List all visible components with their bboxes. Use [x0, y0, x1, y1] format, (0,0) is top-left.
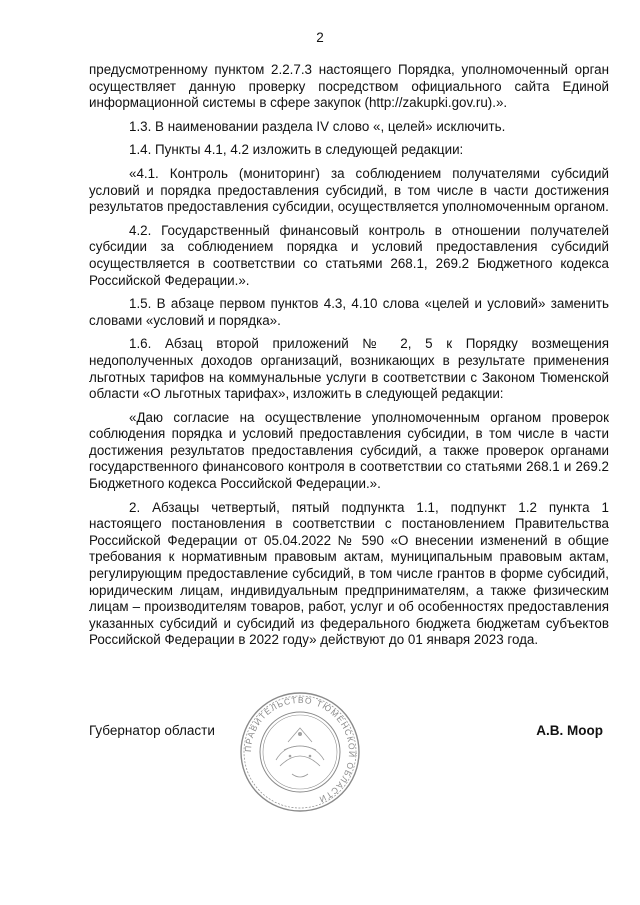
- paragraph-1-3: 1.3. В наименовании раздела IV слово «, целей» исключить.: [129, 118, 506, 134]
- paragraph-2: 2. Абзацы четвертый, пятый подпункта 1.1, подпункт 1.2 пункта 1 настоящего постановления в соответствии с постановлением Правительства Российской Федерации от 05.04.2022 № 590 «О внесении изменений в общие требования к нормативным правовым актам, муниципальным правовым актам, регулирующим предоставление субсидий, в том числе грантов в форме субсидий, юридическим лицам, индивидуальным предпринимателям, а также физическим лицам – производителям товаров, работ, услуг и об особенностях предоставления указанных субсидий и субсидий из федерального бюджета бюджетам субъектов Российской Федерации в 2022 году» действуют до 01 января 2023 года.: [89, 499, 609, 648]
- paragraph-4-1: «4.1. Контроль (мониторинг) за соблюдением получателями субсидий условий и порядка предоставления субсидий, в том числе в части достижения результатов предоставления субсидии, осуществляется уполномоченным органом.: [89, 165, 609, 215]
- paragraph-1-4: 1.4. Пункты 4.1, 4.2 изложить в следующей редакции:: [129, 142, 464, 158]
- paragraph-1-5: 1.5. В абзаце первом пунктов 4.3, 4.10 слова «целей и условий» заменить словами «условий и порядка».: [89, 296, 609, 328]
- page-number: 2: [316, 30, 324, 45]
- signatory-title: Губернатор области: [89, 723, 215, 738]
- svg-text:ПРАВИТЕЛЬСТВО ТЮМЕНСКОЙ ОБЛАСТ: ПРАВИТЕЛЬСТВО ТЮМЕНСКОЙ ОБЛАСТИ: [242, 694, 358, 806]
- signature-block: [89, 694, 609, 810]
- signatory-name: А.В. Моор: [536, 723, 603, 738]
- paragraph-4-2: 4.2. Государственный финансовый контроль в отношении получателей субсидии за соблюдением порядка и условий предоставления субсидий осуществляется в соответствии со статьями 268.1, 269.2 Бюджетного кодекса Российской Федерации.».: [89, 222, 609, 288]
- paragraph-1-6: 1.6. Абзац второй приложений № 2, 5 к Порядку возмещения недополученных доходов организаций, возникающих в результате применения льготных тарифов на коммунальные услуги в соответствии с Законом Тюменской области «О льготных тарифах», изложить в следующей редакции:: [89, 336, 609, 402]
- paragraph-consent-quote: «Даю согласие на осуществление уполномоченным органом проверок соблюдения порядка и условий предоставления субсидии, в том числе в части достижения результатов предоставления субсидий, а также проверок органами государственного финансового контроля в соответствии со статьями 268.1 и 269.2 Бюджетного кодекса Российской Федерации.».: [89, 409, 609, 492]
- official-seal-stamp: [238, 690, 362, 814]
- paragraph-continuation: предусмотренному пунктом 2.2.7.3 настоящего Порядка, уполномоченный орган осуществляет данную проверку посредством официального сайта Единой информационной системы в сфере закупок (http://zakupki.gov.ru).».: [89, 62, 609, 111]
- document-body: [89, 62, 609, 656]
